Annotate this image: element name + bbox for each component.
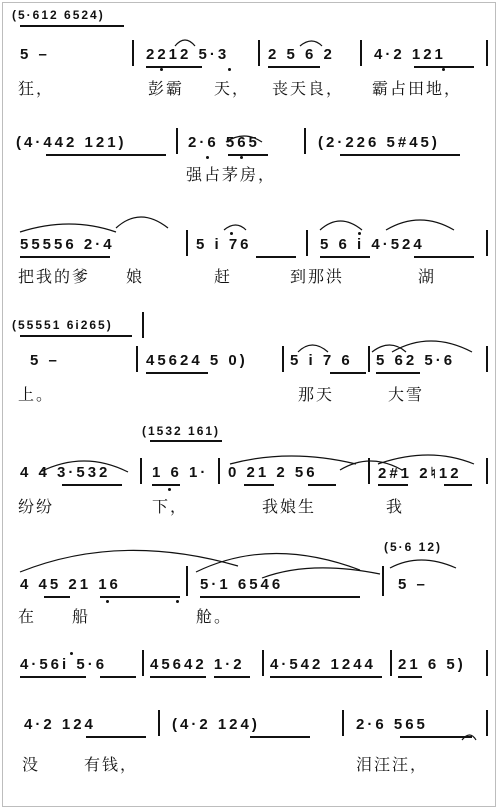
notes-measure: 5·1 6546 <box>200 576 284 593</box>
lyric: 天， <box>214 79 251 98</box>
lyric: 有钱， <box>84 755 139 774</box>
octave-dot <box>230 232 233 235</box>
underline <box>152 484 180 486</box>
underline <box>400 736 472 738</box>
octave-dot <box>358 232 361 235</box>
lyric: 霸占田地， <box>372 79 463 98</box>
underline <box>200 596 360 598</box>
underline <box>378 484 408 486</box>
lyric: 大雪 <box>388 385 425 404</box>
barline <box>486 230 488 256</box>
barline <box>342 710 344 736</box>
underline <box>62 484 122 486</box>
underline <box>444 484 472 486</box>
lyric: 我娘生 <box>262 497 317 516</box>
underline <box>86 736 146 738</box>
underline <box>398 676 422 678</box>
octave-dot <box>70 652 73 655</box>
underline <box>20 25 124 27</box>
notes-measure: 2#1 2♮12 <box>378 465 462 482</box>
underline <box>146 372 208 374</box>
lyric: 彭霸 <box>148 79 185 98</box>
notes-measure: 5 62 5·6 <box>376 352 456 369</box>
underline <box>46 154 166 156</box>
barline <box>368 346 370 372</box>
notes-measure: (4·442 121) <box>16 134 127 151</box>
underline <box>330 372 366 374</box>
notes-measure: (4·2 124) <box>172 716 260 733</box>
lyric: 丧天良， <box>272 79 345 98</box>
barline <box>306 230 308 256</box>
notes-measure: 5 i 7 6 <box>290 352 353 369</box>
lyric: 我 <box>386 497 405 516</box>
underline <box>20 335 132 337</box>
intro-phrase: (5·6 12) <box>384 540 443 554</box>
barline <box>140 458 142 484</box>
notes-measure: 4·542 1244 <box>270 656 376 673</box>
notes-measure: 5 – <box>20 46 50 63</box>
octave-dot <box>206 156 209 159</box>
octave-dot <box>106 600 109 603</box>
notes-measure: 4·2 124 <box>24 716 96 733</box>
octave-dot <box>168 488 171 491</box>
barline <box>142 650 144 676</box>
lyric: 那天 <box>298 385 335 404</box>
octave-dot <box>160 68 163 71</box>
lyric: 没 <box>22 755 41 774</box>
notes-measure: 4 4 3·532 <box>20 464 111 481</box>
intro-phrase: (1532 161) <box>142 424 221 438</box>
lyric: 在 <box>18 607 37 626</box>
barline <box>218 458 220 484</box>
notes-measure: 1 6 1· <box>152 464 209 481</box>
lyric: 到那洪 <box>290 267 345 286</box>
lyric: 下， <box>152 497 189 516</box>
underline <box>376 372 420 374</box>
barline <box>486 40 488 66</box>
octave-dot <box>442 68 445 71</box>
notes-measure: 55556 2·4 <box>20 236 115 253</box>
lyric: 赶 <box>214 267 233 286</box>
underline <box>320 256 370 258</box>
notes-measure: 45642 1·2 <box>150 656 245 673</box>
underline <box>256 256 296 258</box>
barline <box>132 40 134 66</box>
underline <box>250 736 310 738</box>
notes-measure: 5 – <box>30 352 60 369</box>
barline <box>136 346 138 372</box>
octave-dot <box>176 600 179 603</box>
underline <box>150 676 206 678</box>
barline <box>262 650 264 676</box>
notes-measure: (2·226 5#45) <box>318 134 440 151</box>
lyric: 强占茅房， <box>186 165 277 184</box>
lyric: 船 <box>72 607 91 626</box>
barline <box>360 40 362 66</box>
lyric: 把我的爹 <box>18 267 91 286</box>
underline <box>44 596 70 598</box>
notes-measure: 2 5 6 2 <box>268 46 335 63</box>
notes-measure: 5 6 i 4·524 <box>320 236 425 253</box>
lyric: 舱。 <box>196 607 233 626</box>
lyric: 湖 <box>418 267 437 286</box>
underline <box>228 154 268 156</box>
underline <box>100 676 136 678</box>
underline <box>20 676 86 678</box>
barline <box>282 346 284 372</box>
underline <box>150 440 222 442</box>
lyric: 泪汪汪， <box>356 755 429 774</box>
lyric: 纷纷 <box>18 497 55 516</box>
barline <box>368 458 370 484</box>
barline <box>382 566 384 596</box>
octave-dot <box>240 156 243 159</box>
barline <box>486 650 488 676</box>
barline <box>390 650 392 676</box>
underline <box>20 256 110 258</box>
lyric: 上。 <box>18 385 55 404</box>
underline <box>244 484 274 486</box>
barline <box>176 128 178 154</box>
octave-dot <box>228 68 231 71</box>
barline <box>186 566 188 596</box>
barline <box>142 312 144 338</box>
lyric: 狂， <box>18 79 55 98</box>
notes-measure: 4 45 21 16 <box>20 576 121 593</box>
notes-measure: 5 i 76 <box>196 236 252 253</box>
underline <box>214 676 250 678</box>
underline <box>100 596 180 598</box>
intro-phrase: (55551 6i265) <box>12 318 113 332</box>
notes-measure: 4·56i 5·6 <box>20 656 108 673</box>
barline <box>304 128 306 154</box>
notes-measure: 2·6 565 <box>188 134 260 151</box>
barline <box>258 40 260 66</box>
underline <box>268 66 320 68</box>
lyric: 娘 <box>126 267 145 286</box>
underline <box>146 66 202 68</box>
notes-measure: 5 – <box>398 576 428 593</box>
underline <box>414 256 474 258</box>
barline <box>486 458 488 484</box>
notes-measure: 2·6 565 <box>356 716 428 733</box>
underline <box>270 676 382 678</box>
underline <box>308 484 336 486</box>
notes-measure: 21 6 5) <box>398 656 466 673</box>
barline <box>486 346 488 372</box>
notes-measure: 45624 5 0) <box>146 352 248 369</box>
barline <box>186 230 188 256</box>
notes-measure: 0 21 2 56 <box>228 464 318 481</box>
underline <box>340 154 460 156</box>
notes-measure: 4·2 121 <box>374 46 446 63</box>
notes-measure: 2212 5·3 <box>146 46 230 63</box>
intro-phrase: (5·612 6524) <box>12 8 105 22</box>
barline <box>486 710 488 736</box>
barline <box>158 710 160 736</box>
